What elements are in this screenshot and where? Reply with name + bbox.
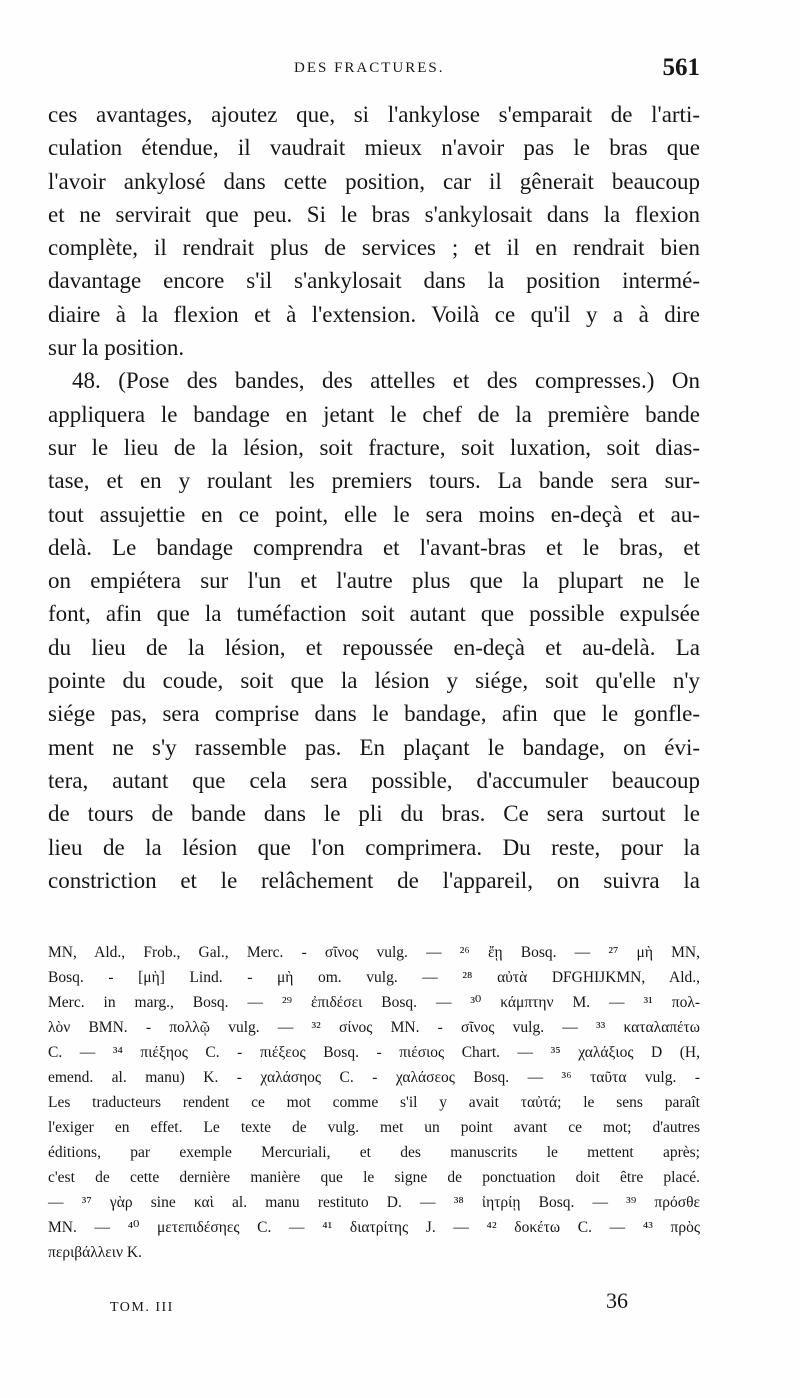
main-text bbox=[48, 98, 700, 897]
text-line: ces avantages, ajoutez que, si l'ankylose s'emparait de l'arti- bbox=[48, 102, 700, 127]
text-line: complète, il rendrait plus de services ; et il en rendrait bien bbox=[48, 235, 700, 261]
footnote-line: Les traducteurs rendent ce mot comme s'il y avait ταὐτά; le sens paraît bbox=[48, 1094, 700, 1111]
text-line: et ne servirait que peu. Si le bras s'ankylosait dans la flexion bbox=[48, 201, 700, 227]
text-line: ment ne s'y rassemble pas. En plaçant le bandage, on évi- bbox=[48, 734, 700, 760]
footnote-line: — ³⁷ γὰρ sine καὶ al. manu restituto D. — ³⁸ ἰητρίῃ Bosq. — ³⁹ πρόσθε bbox=[48, 1194, 700, 1211]
text-line: font, afin que la tuméfaction soit autant que possible expulsée bbox=[48, 601, 700, 627]
text-line: siége pas, sera comprise dans le bandage, afin que le gonfle- bbox=[48, 701, 700, 727]
text-line: tera, autant que cela sera possible, d'accumuler beaucoup bbox=[48, 767, 700, 793]
text-line: culation étendue, il vaudrait mieux n'avoir pas le bras que bbox=[48, 135, 700, 161]
footnote-line: c'est de cette dernière manière que le signe de ponctuation doit être placé. bbox=[48, 1169, 700, 1186]
page-number: 561 bbox=[662, 54, 700, 81]
text-line: du lieu de la lésion, et repoussée en-deçà et au-delà. La bbox=[48, 634, 700, 660]
footnote-line: emend. al. manu) K. - χαλάσηος C. - χαλάσεος Bosq. — ³⁶ ταῦτα vulg. - bbox=[48, 1069, 700, 1086]
footnote-line: l'exiger en effet. Le texte de vulg. met un point avant ce mot; d'autres bbox=[48, 1119, 700, 1136]
footnote-line: MN, Ald., Frob., Gal., Merc. - σῖνος vulg. — ²⁶ ἔῃ Bosq. — ²⁷ μὴ MN, bbox=[48, 944, 700, 961]
text-line: tase, et en y roulant les premiers tours. La bande sera sur- bbox=[48, 468, 700, 494]
text-line: on empiétera sur l'un et l'autre plus que la plupart ne le bbox=[48, 568, 700, 594]
text-line: constriction et le relâchement de l'appareil, on suivra la bbox=[48, 867, 700, 893]
footnote-line: éditions, par exemple Mercuriali, et des manuscrits le mettent après; bbox=[48, 1144, 700, 1161]
page-footer bbox=[48, 1288, 700, 1324]
footnote-line: C. — ³⁴ πιέξηος C. - πιέξεος Bosq. - πιέσιος Chart. — ³⁵ χαλάξιος D (H, bbox=[48, 1044, 700, 1061]
text-line: diaire à la flexion et à l'extension. Voilà ce qu'il y a à dire bbox=[48, 301, 700, 327]
text-line: sur le lieu de la lésion, soit fracture, soit luxation, soit dias- bbox=[48, 434, 700, 460]
section-48-heading-line: 48. (Pose des bandes, des attelles et des compresses.) On bbox=[72, 368, 700, 394]
text-line: delà. Le bandage comprendra et l'avant-bras et le bras, et bbox=[48, 534, 700, 560]
footnote-line: περιβάλλειν K. bbox=[48, 1244, 142, 1261]
volume-signature: TOM. III bbox=[110, 1300, 174, 1315]
footnote-line: MN. — ⁴⁰ μετεπιδέσηες C. — ⁴¹ διατρίτης J. — ⁴² δοκέτω C. — ⁴³ πρὸς bbox=[48, 1219, 700, 1236]
text-line: lieu de la lésion que l'on comprimera. Du reste, pour la bbox=[48, 834, 700, 860]
text-line: davantage encore s'il s'ankylosait dans la position intermé- bbox=[48, 268, 700, 294]
text-line: pointe du coude, soit que la lésion y siége, soit qu'elle n'y bbox=[48, 668, 700, 694]
text-line: de tours de bande dans le pli du bras. Ce sera surtout le bbox=[48, 801, 700, 827]
footnote-line: Merc. in marg., Bosq. — ²⁹ ἐπιδέσει Bosq. — ³⁰ κάμπτην M. — ³¹ πολ- bbox=[48, 994, 700, 1011]
running-title: DES FRACTURES. bbox=[294, 60, 445, 76]
text-line: appliquera le bandage en jetant le chef de la première bande bbox=[48, 401, 700, 427]
footnote-line: λὸν BMN. - πολλῷ vulg. — ³² σίνος MN. - σῖνος vulg. — ³³ καταλαπέτω bbox=[48, 1019, 700, 1036]
sheet-number: 36 bbox=[606, 1288, 628, 1313]
text-line: tout assujettie en ce point, elle le sera moins en-deçà et au- bbox=[48, 501, 700, 527]
footnote-line: Bosq. - [μὴ] Lind. - μὴ om. vulg. — ²⁸ αὐτὰ DFGHIJKMN, Ald., bbox=[48, 969, 700, 986]
footnotes bbox=[48, 940, 700, 1265]
running-head bbox=[48, 54, 700, 88]
text-line: l'avoir ankylosé dans cette position, car il gênerait beaucoup bbox=[48, 168, 700, 194]
text-line: sur la position. bbox=[48, 335, 185, 361]
